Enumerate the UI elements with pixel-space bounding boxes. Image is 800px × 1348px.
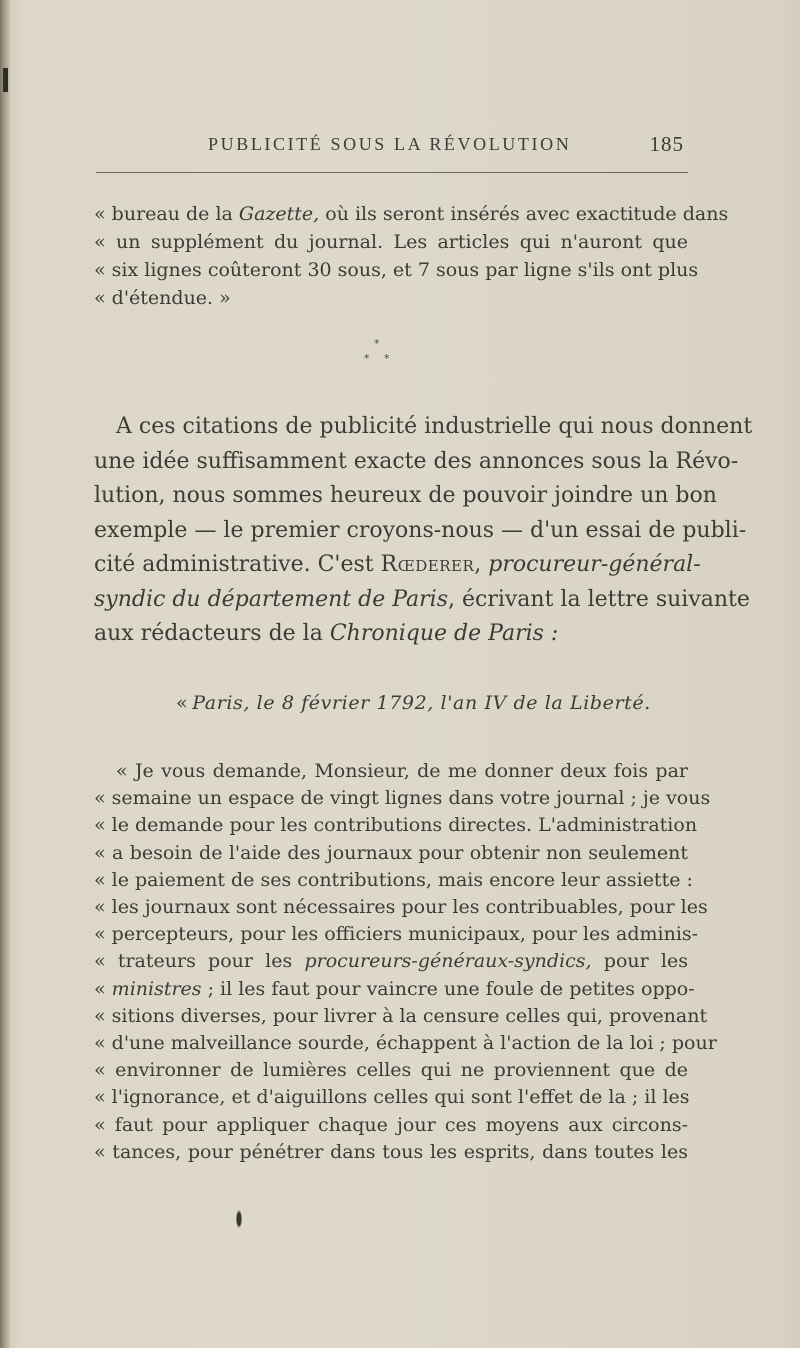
text-line: une idée suffisamment exacte des annonces sous la Révo- — [94, 448, 739, 474]
text-line: « six lignes coûteront 30 sous, et 7 sous par ligne s'ils ont plus — [94, 259, 699, 281]
letter-dateline: « Paris, le 8 février 1792, l'an IV de la Liberté. — [176, 692, 651, 714]
text-line: « environner de lumières celles qui ne proviennent que de — [94, 1059, 688, 1082]
text-line: « trateurs pour les procureurs-généraux-syndics, pour les — [94, 950, 688, 973]
asterisk-glyph: * — [384, 352, 390, 365]
asterisk-glyph: * — [374, 337, 380, 350]
text-line: exemple — le premier croyons-nous — d'un essai de publi- — [94, 517, 747, 543]
running-head — [96, 130, 688, 162]
text-line: « faut pour appliquer chaque jour ces moyens aux circons- — [94, 1113, 688, 1136]
person-name: Rœderer — [380, 552, 475, 577]
text-line: « d'une malveillance sourde, échappent à l'action de la loi ; pour — [94, 1032, 717, 1055]
binding-edge — [0, 0, 10, 1348]
header-rule — [96, 172, 688, 173]
text-line: A ces citations de publicité industrielle qui nous donnent — [116, 414, 753, 439]
text-line: aux rédacteurs de la Chronique de Paris : — [94, 621, 559, 646]
text-line: « a besoin de l'aide des journaux pour obtenir non seulement — [94, 841, 688, 864]
asterism — [360, 338, 402, 368]
running-title: PUBLICITÉ SOUS LA RÉVOLUTION — [208, 134, 572, 154]
body-paragraph — [94, 410, 753, 652]
text-line: « semaine un espace de vingt lignes dans votre journal ; je vous — [94, 787, 711, 810]
text-line: lution, nous sommes heureux de pouvoir joindre un bon — [94, 483, 717, 508]
text-line: « sitions diverses, pour livrer à la censure celles qui, provenant — [94, 1004, 708, 1027]
text-line: « d'étendue. » — [94, 287, 231, 309]
text-line: « un supplément du journal. Les articles qui n'auront que — [94, 231, 688, 253]
text-line: « l'ignorance, et d'aiguillons celles qui sont l'effet de la ; il les — [94, 1086, 690, 1109]
binding-mark — [3, 68, 8, 92]
text-line: « le paiement de ses contributions, mais encore leur assiette : — [94, 868, 693, 891]
text-line: « tances, pour pénétrer dans tous les esprits, dans toutes les — [94, 1140, 688, 1163]
text-line: syndic du département de Paris, écrivant la lettre suivante — [94, 586, 750, 612]
text-line: « bureau de la Gazette, où ils seront insérés avec exactitude dans — [94, 203, 729, 225]
text-line: cité administrative. C'est Rœderer, procureur-général- — [94, 552, 701, 577]
text-line: « le demande pour les contributions directes. L'administration — [94, 814, 698, 837]
letter-body — [94, 758, 717, 1166]
text-line: « Je vous demande, Monsieur, de me donner deux fois par — [116, 760, 688, 782]
text-line: « percepteurs, pour les officiers municipaux, pour les adminis- — [94, 923, 699, 946]
quote-continuation — [94, 200, 729, 312]
text-line: « les journaux sont nécessaires pour les contribuables, pour les — [94, 896, 708, 919]
page-number: 185 — [649, 132, 684, 156]
asterisk-glyph: * — [364, 352, 370, 365]
ink-smudge — [236, 1210, 242, 1228]
text-line: « ministres ; il les faut pour vaincre une foule de petites oppo- — [94, 977, 695, 1000]
